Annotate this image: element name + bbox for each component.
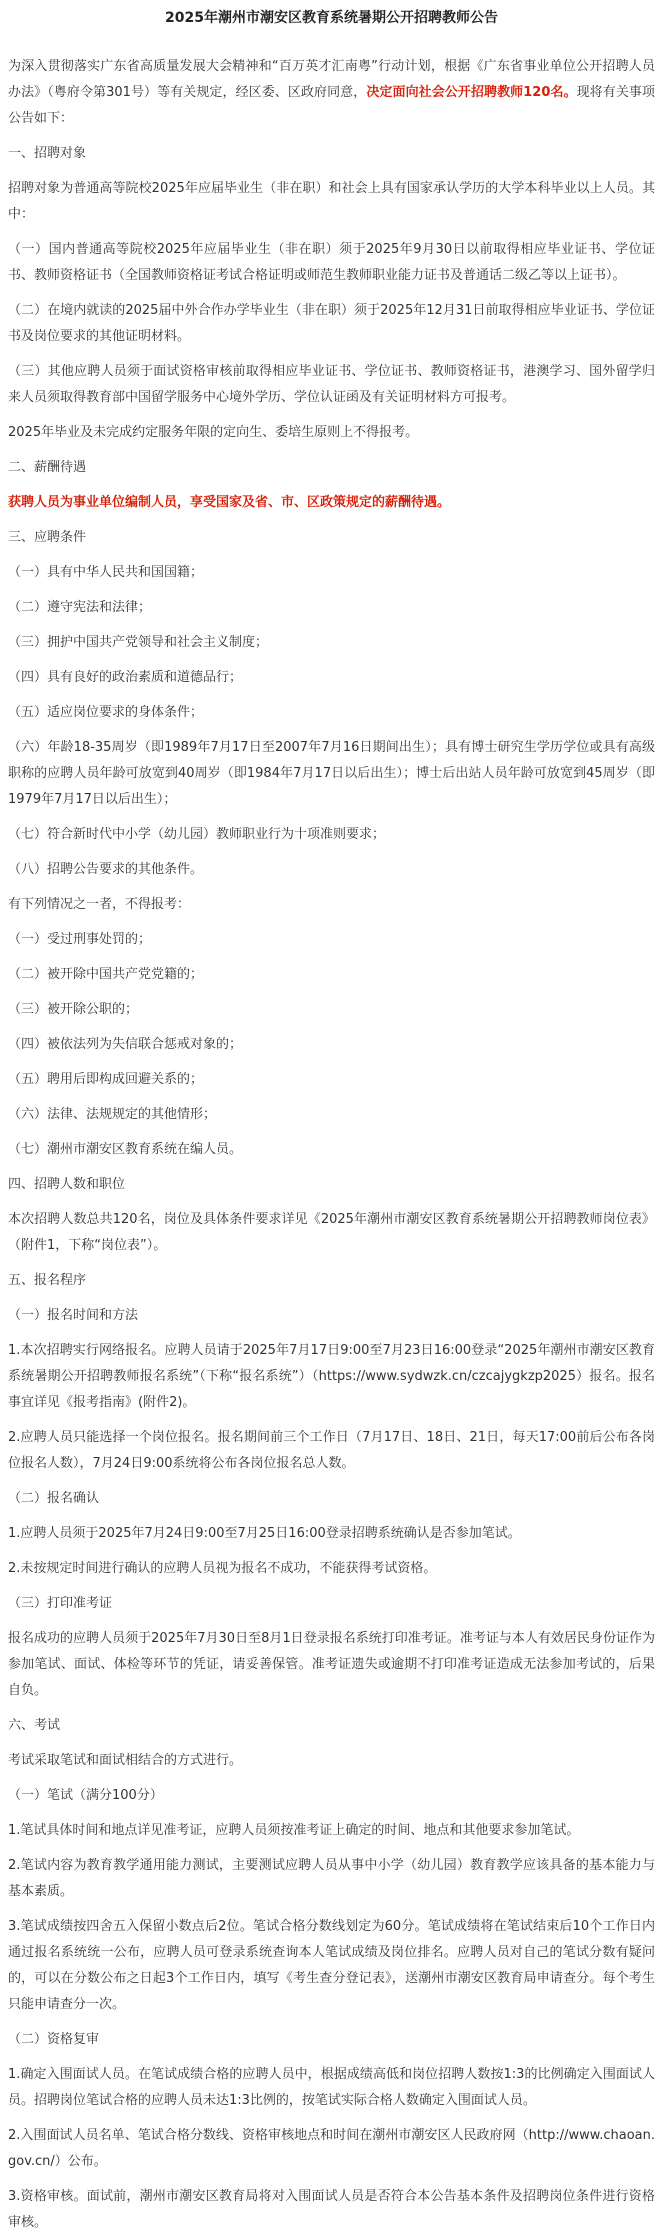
page-title: 2025年潮州市潮安区教育系统暑期公开招聘教师公告 xyxy=(165,10,498,26)
article-paragraph: 有下列情况之一者，不得报考： xyxy=(8,897,191,912)
article-paragraph: 四、招聘人数和职位 xyxy=(8,1177,126,1192)
article-paragraph: （二）报名确认 xyxy=(8,1491,100,1506)
article-paragraph: （三）拥护中国共产党领导和社会主义制度； xyxy=(8,635,269,650)
article-paragraph: （七）潮州市潮安区教育系统在编人员。 xyxy=(8,1142,243,1157)
article-paragraph: （一）受过刑事处罚的； xyxy=(8,932,152,947)
article-paragraph: 2025年毕业及未完成约定服务年限的定向生、委培生原则上不得报考。 xyxy=(8,425,419,440)
article-paragraph: 一、招聘对象 xyxy=(8,146,87,161)
intro-tail: 现将有关事项公告如下： xyxy=(8,85,655,126)
intro-text: 为深入贯彻落实广东省高质量发展大会精神和“百万英才汇南粤”行动计划，根据《广东省事业单位公开招聘人员办法》（粤府令第301号）等有关规定，经区委、区政府同意， xyxy=(8,59,655,100)
article-paragraph: 1.本次招聘实行网络报名。应聘人员请于2025年7月17日9:00至7月23日16:00登录“2025年潮州市潮安区教育系统暑期公开招聘教师报名系统”（下称“报名系统”）（https://www.sydwzk.cn/czcajygkzp2025）报名。报名事宜详见《报考指南》(附件2)。 xyxy=(8,1343,655,1410)
article-paragraph: （三）打印准考证 xyxy=(8,1596,113,1611)
article-paragraph: （一）具有中华人民共和国国籍； xyxy=(8,565,204,580)
article-paragraph: 考试采取笔试和面试相结合的方式进行。 xyxy=(8,1753,243,1768)
article-body xyxy=(8,141,655,2236)
salary-highlight-paragraph: 获聘人员为事业单位编制人员，享受国家及省、市、区政策规定的薪酬待遇。 xyxy=(8,495,451,510)
article-paragraph: 六、考试 xyxy=(8,1718,61,1733)
article-paragraph: （二）资格复审 xyxy=(8,2032,100,2047)
article-paragraph: （七）符合新时代中小学（幼儿园）教师职业行为十项准则要求； xyxy=(8,827,386,842)
article-paragraph: 招聘对象为普通高等院校2025年应届毕业生（非在职）和社会上具有国家承认学历的大学本科毕业以上人员。其中： xyxy=(8,181,655,222)
article-paragraph: 三、应聘条件 xyxy=(8,530,87,545)
article-paragraph: （八）招聘公告要求的其他条件。 xyxy=(8,862,204,877)
article-paragraph: 2.应聘人员只能选择一个岗位报名。报名期间前三个工作日（7月17日、18日、21日，每天17:00前后公布各岗位报名人数），7月24日9:00系统将公布各岗位报名总人数。 xyxy=(8,1430,655,1471)
article-paragraph: （三）其他应聘人员须于面试资格审核前取得相应毕业证书、学位证书、教师资格证书，港澳学习、国外留学归来人员须取得教育部中国留学服务中心境外学历、学位认证函及有关证明材料方可报考。 xyxy=(8,364,655,405)
article-paragraph: （一）报名时间和方法 xyxy=(8,1308,139,1323)
article-paragraph: （三）被开除公职的； xyxy=(8,1002,139,1017)
article-paragraph: 五、报名程序 xyxy=(8,1273,87,1288)
article-paragraph: 2.未按规定时间进行确认的应聘人员视为报名不成功，不能获得考试资格。 xyxy=(8,1561,437,1576)
article-paragraph: 2.入围面试人员名单、笔试合格分数线、资格审核地点和时间在潮州市潮安区人民政府网（http://www.chaoan.gov.cn/）公布。 xyxy=(8,2128,655,2169)
article-paragraph: 3.笔试成绩按四舍五入保留小数点后2位。笔试合格分数线划定为60分。笔试成绩将在笔试结束后10个工作日内通过报名系统统一公布，应聘人员可登录系统查询本人笔试成绩及岗位排名。应聘人员对自己的笔试分数有疑问的，可以在分数公布之日起3个工作日内，填写《考生查分登记表》，送潮州市潮安区教育局申请查分。每个考生只能申请查分一次。 xyxy=(8,1919,655,2012)
article-paragraph: 1.确定入围面试人员。在笔试成绩合格的应聘人员中，根据成绩高低和岗位招聘人数按1:3的比例确定入围面试人员。招聘岗位笔试合格的应聘人员未达1:3比例的，按笔试实际合格人数确定入围面试人员。 xyxy=(8,2067,655,2108)
article-paragraph: （四）被依法列为失信联合惩戒对象的； xyxy=(8,1037,243,1052)
article-paragraph: 2.笔试内容为教育教学通用能力测试，主要测试应聘人员从事中小学（幼儿园）教育教学应该具备的基本能力与基本素质。 xyxy=(8,1858,655,1899)
article-paragraph: （六）法律、法规规定的其他情形； xyxy=(8,1107,217,1122)
article-paragraph: （五）适应岗位要求的身体条件； xyxy=(8,705,204,720)
intro-highlight: 决定面向社会公开招聘教师120名。 xyxy=(366,85,577,100)
article-paragraph: （五）聘用后即构成回避关系的； xyxy=(8,1072,204,1087)
article-paragraph: 3.资格审核。面试前，潮州市潮安区教育局将对入围面试人员是否符合本公告基本条件及招聘岗位条件进行资格审核。 xyxy=(8,2189,655,2230)
article-paragraph: （二）被开除中国共产党党籍的； xyxy=(8,967,204,982)
article-paragraph: 1.应聘人员须于2025年7月24日9:00至7月25日16:00登录招聘系统确认是否参加笔试。 xyxy=(8,1526,521,1541)
article-paragraph: 本次招聘人数总共120名，岗位及具体条件要求详见《2025年潮州市潮安区教育系统暑期公开招聘教师岗位表》（附件1，下称“岗位表”）。 xyxy=(8,1212,655,1253)
article-paragraph: 二、薪酬待遇 xyxy=(8,460,87,475)
article-paragraph: 1.笔试具体时间和地点详见准考证，应聘人员须按准考证上确定的时间、地点和其他要求参加笔试。 xyxy=(8,1823,580,1838)
announcement-page xyxy=(0,8,663,2230)
article-paragraph: （一）国内普通高等院校2025年应届毕业生（非在职）须于2025年9月30日以前取得相应毕业证书、学位证书、教师资格证书（全国教师资格证考试合格证明或师范生教师职业能力证书及普通话二级乙等以上证书）。 xyxy=(8,242,655,283)
article-paragraph: （六）年龄18-35周岁（即1989年7月17日至2007年7月16日期间出生）；具有博士研究生学历学位或具有高级职称的应聘人员年龄可放宽到40周岁（即1984年7月17日以后出生）；博士后出站人员年龄可放宽到45周岁（即1979年7月17日以后出生）； xyxy=(8,740,655,807)
article-paragraph: 报名成功的应聘人员须于2025年7月30日至8月1日登录报名系统打印准考证。准考证与本人有效居民身份证作为参加笔试、面试、体检等环节的凭证，请妥善保管。准考证遗失或逾期不打印准考证造成无法参加考试的，后果自负。 xyxy=(8,1631,655,1698)
article-paragraph: （一）笔试（满分100分） xyxy=(8,1788,163,1803)
article-paragraph: （二）在境内就读的2025届中外合作办学毕业生（非在职）须于2025年12月31日前取得相应毕业证书、学位证书及岗位要求的其他证明材料。 xyxy=(8,303,655,344)
article-paragraph: （四）具有良好的政治素质和道德品行； xyxy=(8,670,243,685)
intro-paragraph xyxy=(8,54,655,132)
article-paragraph: （二）遵守宪法和法律； xyxy=(8,600,152,615)
